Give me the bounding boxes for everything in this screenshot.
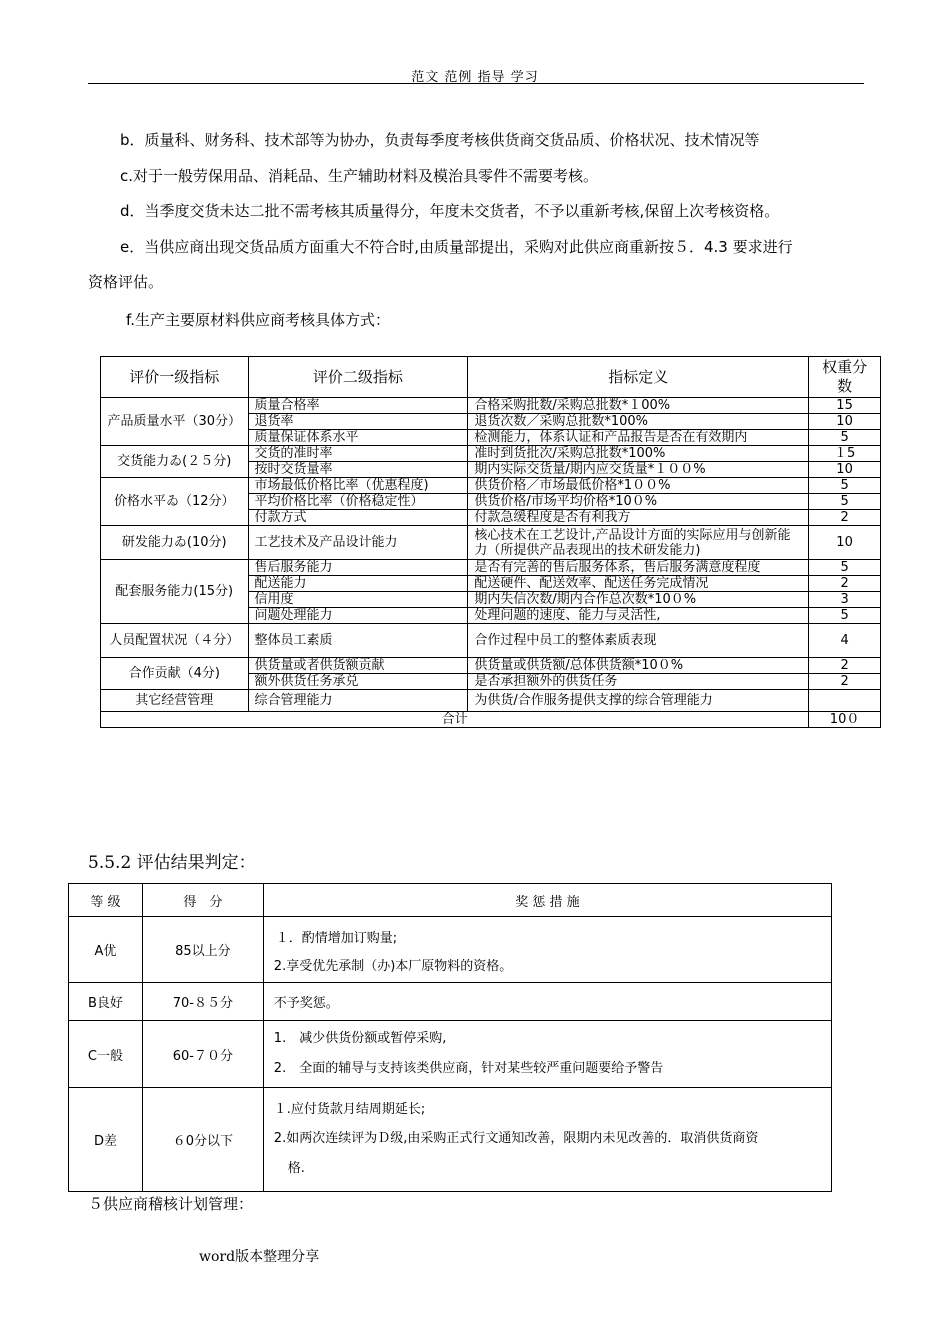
- paragraph-b: b．质量科、财务科、技术部等为协办，负责每季度考核供货商交货品质、价格状况、技术情况等: [120, 131, 760, 149]
- total-row: [101, 712, 881, 728]
- weight: 5: [809, 478, 881, 494]
- paragraph-f: f.生产主要原材料供应商考核具体方式：: [126, 311, 390, 329]
- sub-indicator: 售后服务能力: [248, 560, 468, 576]
- section-5-title: ５供应商稽核计划管理：: [88, 1195, 254, 1213]
- sub-indicator: 市场最低价格比率（优惠程度): [248, 478, 468, 494]
- measures-cell: [263, 1088, 831, 1192]
- sub-indicator: 信用度: [248, 592, 468, 608]
- sub-indicator: 交货的准时率: [248, 446, 468, 462]
- score: 60-７０分: [142, 1021, 263, 1088]
- weight: 2: [809, 674, 881, 690]
- sub-indicator: 额外供货任务承兑: [248, 674, 468, 690]
- indicator-definition: 供货量或供货额/总体供货额*10０%: [468, 658, 809, 674]
- table-header-row: [69, 884, 832, 917]
- sub-indicator: 平均价格比率（价格稳定性）: [248, 494, 468, 510]
- group-name: 价格水平ゐ（12分）: [101, 478, 249, 526]
- paragraph-e-line2: 资格评估。: [88, 273, 164, 291]
- header-level2: 评价二级指标: [248, 357, 468, 398]
- weight: １5: [809, 446, 881, 462]
- sub-indicator: 整体员工素质: [248, 624, 468, 658]
- header-weight: 权重分数: [809, 357, 881, 398]
- page-footer: word版本整理分享: [199, 1249, 320, 1265]
- group-name: 合作贡献（4分): [101, 658, 249, 690]
- measure-line: 1. 减少供货份额或暂停采购,: [273, 1031, 447, 1046]
- weight: 5: [809, 560, 881, 576]
- score: ６0分以下: [142, 1088, 263, 1192]
- indicator-definition: 供货价格／市场最低价格*1００%: [468, 478, 809, 494]
- header-score: 得 分: [142, 884, 263, 917]
- score: 70-８５分: [142, 983, 263, 1021]
- paragraph-c: c.对于一般劳保用品、消耗品、生产辅助材料及模治具零件不需要考核。: [120, 167, 599, 185]
- indicator-definition: 期内失信次数/期内合作总次数*10０%: [468, 592, 809, 608]
- table-row: [69, 917, 832, 983]
- weight: 3: [809, 592, 881, 608]
- weight: 4: [809, 624, 881, 658]
- sub-indicator: 配送能力: [248, 576, 468, 592]
- table-row: [69, 983, 832, 1021]
- table-row: [101, 446, 881, 462]
- measures-cell: [263, 917, 831, 983]
- weight: 5: [809, 494, 881, 510]
- indicator-definition: 供货价格/市场平均价格*10０%: [468, 494, 809, 510]
- indicator-definition: 合格采购批数/采购总批数*１00%: [468, 398, 809, 414]
- table-row: [101, 526, 881, 560]
- table-row: [101, 478, 881, 494]
- indicator-definition: 合作过程中员工的整体素质表现: [468, 624, 809, 658]
- header-rule: [88, 83, 864, 84]
- group-name: 研发能力ゐ(10分): [101, 526, 249, 560]
- table-row: [101, 560, 881, 576]
- total-value: 10０: [809, 712, 881, 728]
- total-label: 合计: [101, 712, 809, 728]
- weight: 15: [809, 398, 881, 414]
- group-name: 产品质量水平（30分）: [101, 398, 249, 446]
- paragraph-e-line1: e．当供应商出现交货品质方面重大不符合时,由质量部提出，采购对此供应商重新按５．4.3 要求进行: [120, 238, 793, 256]
- grade: C一般: [69, 1021, 143, 1088]
- indicator-definition: 退货次数／采购总批数*100%: [468, 414, 809, 430]
- indicator-definition: 付款急缓程度是否有利我方: [468, 510, 809, 526]
- weight: 10: [809, 462, 881, 478]
- page-header: 范文 范例 指导 学习: [411, 70, 539, 85]
- indicator-definition: 准时到货批次/采购总批数*100%: [468, 446, 809, 462]
- indicator-definition: 期内实际交货量/期内应交货量*１００%: [468, 462, 809, 478]
- header-level1: 评价一级指标: [101, 357, 249, 398]
- weight: 2: [809, 576, 881, 592]
- weight: 10: [809, 526, 881, 560]
- group-name: 人员配置状况（４分）: [101, 624, 249, 658]
- table-row: [101, 658, 881, 674]
- sub-indicator: 付款方式: [248, 510, 468, 526]
- indicator-definition: 配送硬件、配送效率、配送任务完成情况: [468, 576, 809, 592]
- grade: A优: [69, 917, 143, 983]
- grade: D差: [69, 1088, 143, 1192]
- measures-cell: [263, 983, 831, 1021]
- sub-indicator: 问题处理能力: [248, 608, 468, 624]
- grade: B良好: [69, 983, 143, 1021]
- paragraph-d: d．当季度交货未达二批不需考核其质量得分，年度未交货者，不予以重新考核,保留上次考核资格。: [120, 202, 780, 220]
- evaluation-result-table: [68, 883, 832, 1192]
- table-row: [101, 690, 881, 712]
- sub-indicator: 供货量或者供货额贡献: [248, 658, 468, 674]
- indicator-definition: 处理问题的速度、能力与灵活性,: [468, 608, 809, 624]
- header-definition: 指标定义: [468, 357, 809, 398]
- indicator-definition: 核心技术在工艺设计,产品设计方面的实际应用与创新能力（所提供产品表现出的技术研发能力): [468, 526, 809, 560]
- section-552-title: 5.5.2 评估结果判定：: [88, 853, 256, 873]
- weight: 2: [809, 658, 881, 674]
- indicator-definition: 是否承担额外的供货任务: [468, 674, 809, 690]
- indicator-definition: 是否有完善的售后服务体系，售后服务满意度程度: [468, 560, 809, 576]
- table-header-row: [101, 357, 881, 398]
- measures-cell: [263, 1021, 831, 1088]
- group-name: 配套服务能力(15分): [101, 560, 249, 624]
- header-grade: 等 级: [69, 884, 143, 917]
- weight: 5: [809, 608, 881, 624]
- sub-indicator: 质量合格率: [248, 398, 468, 414]
- table-row: [101, 624, 881, 658]
- measure-line: 2.如两次连续评为Ｄ级,由采购正式行文通知改善，限期内未见改善的．取消供货商资: [273, 1130, 759, 1146]
- header-measures: 奖 惩 措 施: [263, 884, 831, 917]
- sub-indicator: 退货率: [248, 414, 468, 430]
- table-row: [101, 398, 881, 414]
- measure-line: １.应付货款月结周期延长;: [273, 1101, 426, 1117]
- weight: 5: [809, 430, 881, 446]
- score: 85以上分: [142, 917, 263, 983]
- table-row: [69, 1088, 832, 1192]
- sub-indicator: 按时交货量率: [248, 462, 468, 478]
- measure-line: 格.: [287, 1160, 305, 1176]
- group-name: 交货能力ゐ(２５分): [101, 446, 249, 478]
- weight: [809, 690, 881, 712]
- weight: 10: [809, 414, 881, 430]
- sub-indicator: 质量保证体系水平: [248, 430, 468, 446]
- indicator-definition: 检测能力，体系认证和产品报告是否在有效期内: [468, 430, 809, 446]
- measure-line: １．酌情增加订购量;: [275, 930, 398, 946]
- supplier-evaluation-table: [100, 356, 881, 728]
- table-row: [69, 1021, 832, 1088]
- measure-line: 2. 全面的辅导与支持该类供应商，针对某些较严重问题要给予警告: [273, 1061, 664, 1076]
- measure-line: 不予奖惩。: [273, 996, 339, 1011]
- sub-indicator: 综合管理能力: [248, 690, 468, 712]
- indicator-definition: 为供货/合作服务提供支撑的综合管理能力: [468, 690, 809, 712]
- group-name: 其它经营管理: [101, 690, 249, 712]
- measure-line: 2.享受优先承制（办)本厂原物料的资格。: [273, 958, 513, 974]
- sub-indicator: 工艺技术及产品设计能力: [248, 526, 468, 560]
- weight: 2: [809, 510, 881, 526]
